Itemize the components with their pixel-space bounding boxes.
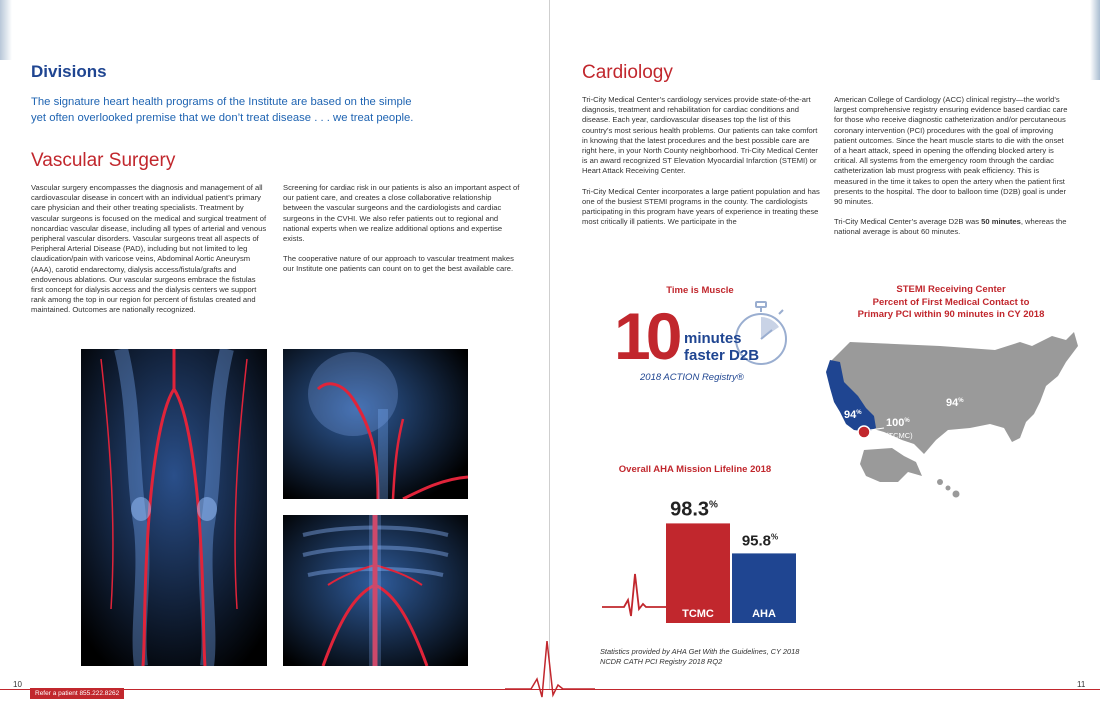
map-tcmc-value: 100% xyxy=(886,417,910,429)
time-unit: minutes xyxy=(684,330,742,347)
d2b-text-pre: Tri-City Medical Center’s average D2B was xyxy=(834,217,982,227)
time-is-muscle-title: Time is Muscle xyxy=(666,285,734,296)
lifeline-bar-chart xyxy=(596,478,806,623)
ekg-line xyxy=(602,574,666,616)
vascular-col2-paragraph-1: Screening for cardiac risk in our patients is also an important aspect of our patient care, and creates a close collaborative relationship between the vascular surgeons and the cardiologists and cardiac surgeons in the CVHI. We also refer patients out to regional and national experts when we realize additional options and expertise exists. xyxy=(283,183,520,244)
vascular-surgery-title: Vascular Surgery xyxy=(31,150,176,171)
cardiology-column-1 xyxy=(582,95,820,237)
map-tcmc-label: (TCMC) xyxy=(886,431,913,440)
statistics-line-2: NCDR CATH PCI Registry 2018 RQ2 xyxy=(600,657,723,666)
heartbeat-divider-icon xyxy=(505,641,595,699)
tcmc-marker xyxy=(858,426,870,438)
hawaii-island xyxy=(937,479,943,485)
cardiology-col2-paragraph-2 xyxy=(834,217,1072,237)
vascular-column-1: Vascular surgery encompasses the diagnosis and management of all cardiovascular disease in concert with an individual patient’s primary care physician and their other treating specialists. Treatment by vascular surgeons is focused on the medical and surgical treatment of noncardiac vascular disease, including all types of arterial and venous peripheral vascular disorders. Vascular surgeons treat all aspects of Peripheral Arterial Disease (PAD), including but not limited to leg claudication/pain with varicose veins, Abdominal Aortic Aneurysm (AAA), carotid endarectomy, dialysis access/fistula/grafts and endovenous ablations. Our vascular surgeons embrace the fistulas first concept for dialysis access and the dialysis centers we support rank among the top in our region for percent of fistulas created and maintained. Outcomes are nationally recognized. xyxy=(31,183,267,315)
intro-text: The signature heart health programs of the Institute are based on the simple yet often overlooked premise that we don’t treat disease . . . we treat people. xyxy=(31,96,414,124)
time-value: 10 xyxy=(614,299,678,373)
vascular-legs-image xyxy=(81,349,267,666)
refer-patient-phone[interactable]: Refer a patient 855.222.8262 xyxy=(30,688,124,699)
bar-value-aha: 95.8% xyxy=(741,532,779,550)
page-edge-right xyxy=(1090,0,1100,80)
time-caption: faster D2B xyxy=(684,347,760,364)
vascular-column-2 xyxy=(283,183,521,285)
head-neck-arteries-image xyxy=(283,349,468,499)
map-ca-value: 94% xyxy=(844,409,862,421)
hawaii-island xyxy=(946,486,951,491)
us-map xyxy=(820,332,1082,512)
d2b-bold-value: 50 minutes xyxy=(981,217,1021,227)
statistics-footnote xyxy=(600,647,799,667)
page-gutter xyxy=(549,0,550,690)
cardiology-column-2 xyxy=(834,95,1072,248)
cardiology-col1-paragraph-2: Tri-City Medical Center incorporates a large patient population and has one of the busiest STEMI programs in the county. The cardiologists participating in this program have years of experience in treating these most critically ill patients. We participate in the xyxy=(582,186,820,227)
d2b-text-post: , whereas the national average is about 60 minutes. xyxy=(834,217,1067,237)
bar-label-tcmc: TCMC xyxy=(682,608,714,620)
divisions-title: Divisions xyxy=(31,62,107,81)
bar-label-aha: AHA xyxy=(752,608,776,620)
lifeline-title: Overall AHA Mission Lifeline 2018 xyxy=(618,464,772,475)
alaska-shape xyxy=(860,448,922,482)
cardiology-col2-paragraph-1: American College of Cardiology (ACC) clinical registry—the world’s largest comprehensive registry ensuring evidence based cardiac care for those who receive diagnostic catheterization and/or percutaneous coronary intervention (PCI) procedures with the goal of improving patient outcomes. Since the heart muscle starts to die with the onset of a heart attack, speed in opening the offending blocked artery is critical. All systems from the emergency room through the cardiac catheterization lab must progress with peak efficiency. This is measured in the time it takes to open the artery when the patient first presents to the hospital. The door to balloon time (D2B) goal is under 90 minutes. xyxy=(834,95,1068,207)
bar-value-tcmc: 98.3% xyxy=(670,498,718,521)
stemi-title xyxy=(826,284,1076,322)
vascular-col2-paragraph-2: The cooperative nature of our approach to vascular treatment makes our Institute one patients can count on to get the best available care. xyxy=(283,254,514,274)
hawaii-island xyxy=(953,491,960,498)
stemi-title-line-2: Percent of First Medical Contact to xyxy=(872,296,1030,308)
page-number-right: 11 xyxy=(1077,680,1086,689)
cardiology-title: Cardiology xyxy=(582,62,673,83)
map-us-value: 94% xyxy=(946,397,964,409)
cardiology-col1-paragraph-1: Tri-City Medical Center’s cardiology services provide state-of-the-art diagnosis, treatment and rehabilitation for cardiac conditions and disease. Each year, cardiovascular diseases top the list of this country’s most serious health problems. Our patients can take comfort in knowing that the latest procedures and the best possible care are right here, in your North County neighborhood. Tri-City Medical Center is an award recognized ST Elevation Myocardial Infarction (STEMI) or Heart Attack Receiving Center. xyxy=(582,95,818,176)
time-registry: 2018 ACTION Registry® xyxy=(640,372,744,383)
statistics-line-1: Statistics provided by AHA Get With the Guidelines, CY 2018 xyxy=(600,647,800,656)
stemi-title-line-3: Primary PCI within 90 minutes in CY 2018 xyxy=(857,309,1045,320)
torso-arteries-image xyxy=(283,515,468,666)
page-edge-left xyxy=(0,0,12,60)
stemi-title-line-1: STEMI Receiving Center xyxy=(896,284,1006,295)
page-number-left: 10 xyxy=(13,680,22,689)
